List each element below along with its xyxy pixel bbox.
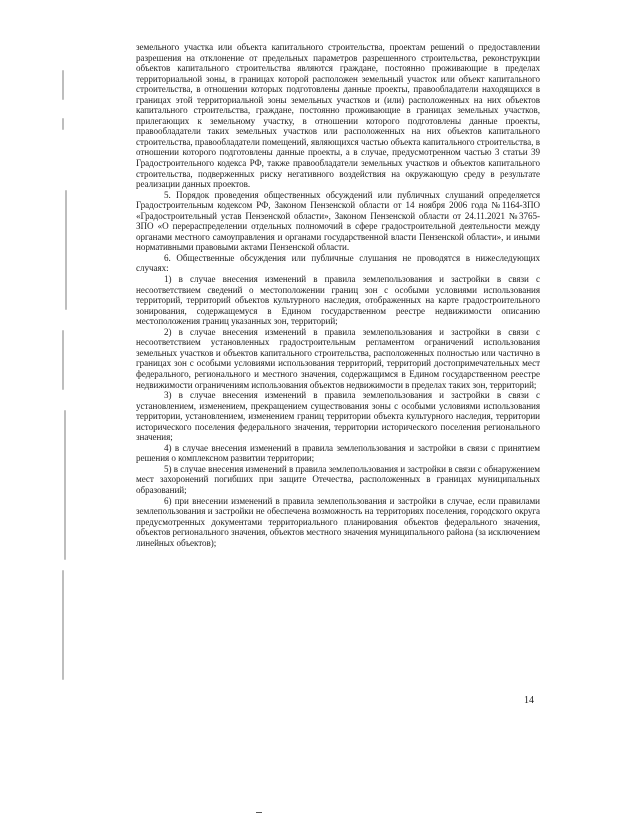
list-item-2: 2) в случае внесения изменений в правила землепользования и застройки в связи с несоответствием установленных градостроительным регламентом ограничений использования земельных участков и объектов капитального строительства, расположенных полностью или частично в границах зон с особыми условиями использования территорий, территорий достопримечательных мест федерального, регионального и местного значения, содержащимся в Едином государственном реестре недвижимости ограничениям использования объектов недвижимости в пределах таких зон, территорий; bbox=[136, 326, 540, 390]
paragraph-5: 5. Порядок проведения общественных обсуждений или публичных слушаний определяется Градостроительным кодексом РФ, Законом Пензенской области от 14 ноября 2006 года №1164-ЗПО «Градостроительный устав Пензенской области», Законом Пензенской области от 24.11.2021 №3765-ЗПО «О перераспределении отдельных полномочий в сфере градостроительной деятельности между органами местного самоуправления и органами государственной власти Пензенской области», и иными нормативными правовыми актами Пензенской области. bbox=[136, 189, 540, 253]
list-item-1: 1) в случае внесения изменений в правила землепользования и застройки в связи с несоответствием сведений о местоположении границ зон с особыми условиями использования территорий, территорий объектов культурного наследия, отображенных на карте градостроительного зонирования, содержащемуся в Едином государственном реестре недвижимости описанию местоположения границ указанных зон, территорий; bbox=[136, 274, 540, 327]
page-number: 14 bbox=[524, 695, 534, 706]
paragraph-continuation: земельного участка или объекта капитального строительства, проектам решений о предоставлении разрешения на отклонение от предельных параметров разрешенного строительства, реконструкции объектов капитального строительства являются граждане, постоянно проживающие в пределах территориальной зоны, в границах которой расположен земельный участок или объект капитального строительства, в отношении которых подготовлены данные проекты, правообладатели находящихся в границах этой территориальной зоны земельных участков и (или) расположенных на них объектов капитального строительства, граждане, постоянно проживающие в границах земельных участков, прилегающих к земельному участку, в отношении которого подготовлены данные проекты, правообладатели таких земельных участков или расположенных на них объектов капитального строительства, правообладатели помещений, являющихся частью объекта капитального строительства, в отношении которого подготовлены данные проекты, а в случае, предусмотренном частью 3 статьи 39 Градостроительного кодекса РФ, также правообладатели земельных участков и объектов капитального строительства, подверженных риску негативного воздействия на окружающую среду в результате реализации данных проектов. bbox=[136, 42, 540, 190]
list-item-6: 6) при внесении изменений в правила землепользования и застройки в случае, если правилами землепользования и застройки не обеспечена возможность на территориях поселения, городского округа предусмотренных документами территориального планирования объектов федерального значения, объектов регионального значения, объектов местного значения муниципального района (за исключением линейных объектов); bbox=[136, 495, 540, 548]
paragraph-6: 6. Общественные обсуждения или публичные слушания не проводятся в нижеследующих случаях: bbox=[136, 252, 540, 274]
scan-binding-edge bbox=[62, 0, 74, 828]
document-body bbox=[136, 42, 540, 548]
list-item-4: 4) в случае внесения изменений в правила землепользования и застройки в связи с принятием решения о комплексном развитии территории; bbox=[136, 442, 540, 464]
scan-mark bbox=[256, 812, 262, 813]
list-item-5: 5) в случае внесения изменений в правила землепользования и застройки в связи с обнаружением мест захоронений погибших при защите Отечества, расположенных в границах муниципальных образований; bbox=[136, 463, 540, 495]
list-item-3: 3) в случае внесения изменений в правила землепользования и застройки в связи с установлением, изменением, прекращением существования зоны с особыми условиями использования территории, установлением, изменением границ территории объекта культурного наследия, территории исторического поселения федерального значения, территории исторического поселения регионального значения; bbox=[136, 390, 540, 443]
